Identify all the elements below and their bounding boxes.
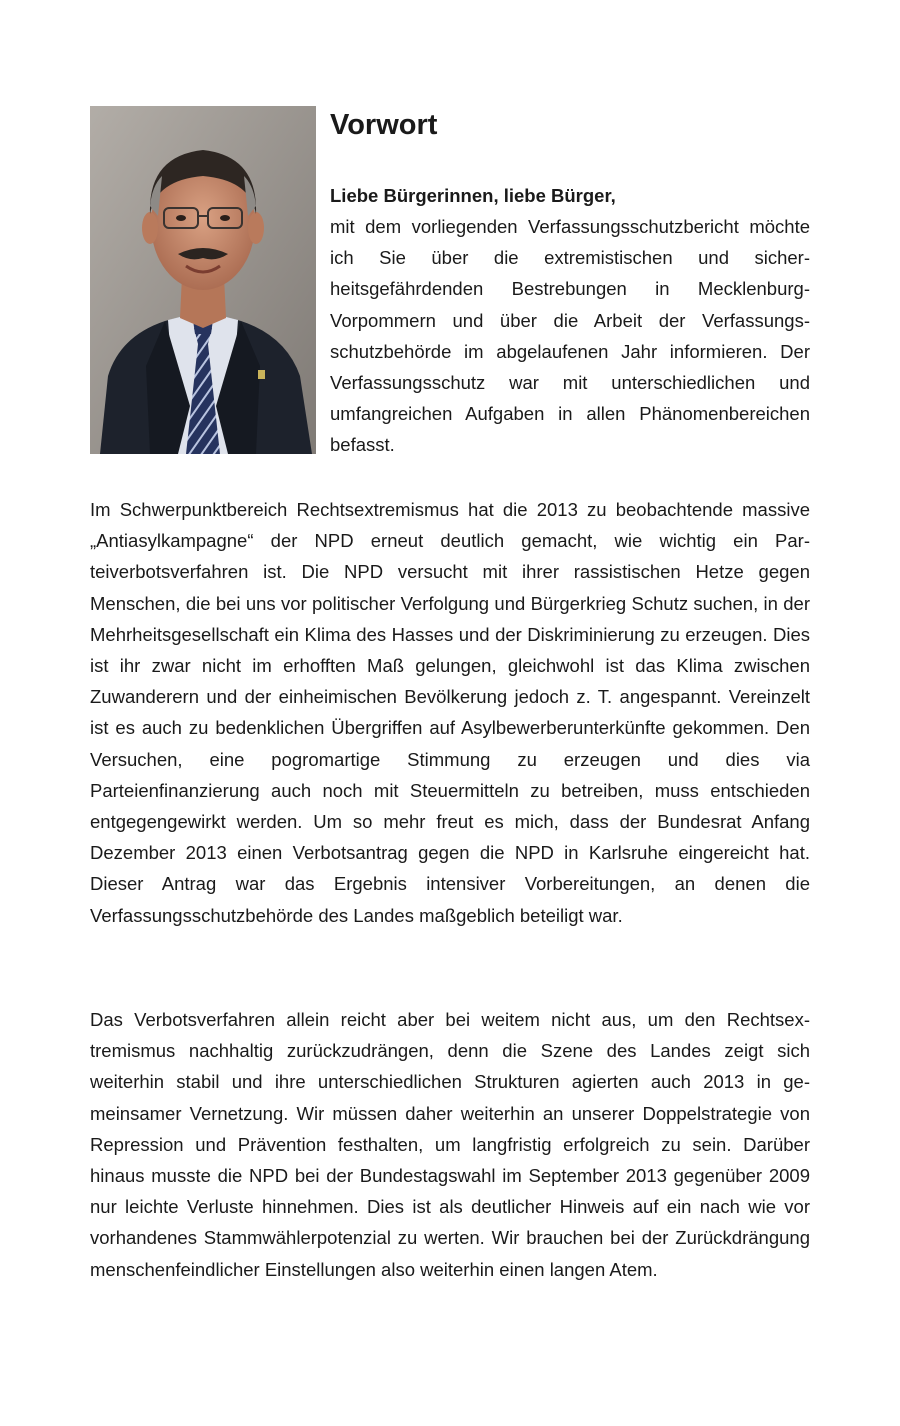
- intro-block: [330, 106, 810, 461]
- document-page: [90, 0, 810, 1426]
- body-paragraph: Das Verbotsverfahren allein reicht aber bei weitem nicht aus, um den Rechtsextremismus nachhaltig zurückzudrängen, denn die Szene des Landes zeigt sich weiterhin stabil und ihre unterschiedlichen Strukturen agierten auch 2013 in gemeinsamer Vernetzung. Wir müssen daher weiterhin an unserer Doppelstrategie von Repression und Prävention festhalten, um langfristig erfolgreich zu sein. Darüber hinaus musste die NPD bei der Bundestagswahl im September 2013 gegenüber 2009 nur leichte Verluste hinnehmen. Dies ist als deutlicher Hinweis auf ein nach wie vor vorhandenes Stammwählerpotenzial zu werten. Wir brauchen bei der Zurückdrängung menschenfeindlicher Einstellungen also weiterhin einen langen Atem.: [90, 1009, 810, 1280]
- page-title: Vorwort: [330, 109, 438, 141]
- body-paragraph: Im Schwerpunktbereich Rechtsextremismus hat die 2013 zu beobachtende massive „Antiasylkampagne“ der NPD erneut deutlich gemacht, wie wichtig ein Parteiverbotsverfahren ist. Die NPD versucht mit ihrer rassistischen Hetze gegen Menschen, die bei uns vor politischer Verfolgung und Bürgerkrieg Schutz suchen, in der Mehrheitsgesellschaft ein Klima des Hasses und der Diskriminierung zu erzeugen. Dies ist ihr zwar nicht im erhofften Maß gelungen, gleichwohl ist das Klima zwischen Zuwanderern und der einheimischen Bevölkerung jedoch z. T. angespannt. Vereinzelt ist es auch zu bedenklichen Übergriffen auf Asylbewerberunterkünfte gekommen. Den Versuchen, eine pogromartige Stimmung zu erzeugen und dies via Parteienfinanzierung auch noch mit Steuermitteln zu betreiben, muss entschieden entgegengewirkt werden. Um so mehr freut es mich, dass der Bundesrat Anfang Dezember 2013 einen Verbotsantrag gegen die NPD in Karlsruhe eingereicht hat. Dieser Antrag war das Ergebnis intensiver Vorbereitungen, an denen die Verfassungsschutzbehörde des Landes maßgeblich beteiligt war.: [90, 499, 810, 926]
- portrait-illustration: [90, 106, 316, 454]
- portrait-photo: [90, 106, 316, 454]
- intro-paragraph: mit dem vorliegenden Verfassungsschutzbericht möchte ich Sie über die extremistischen und sicherheitsgefährdenden Bestrebungen in Mecklenburg-Vorpommern und über die Arbeit der Verfassungsschutzbehörde im abgelaufenen Jahr informieren. Der Verfassungsschutz war mit unterschiedlichen und umfangreichen Aufgaben in allen Phänomenbereichen befasst.: [330, 216, 810, 456]
- greeting: Liebe Bürgerinnen, liebe Bürger,: [330, 185, 616, 206]
